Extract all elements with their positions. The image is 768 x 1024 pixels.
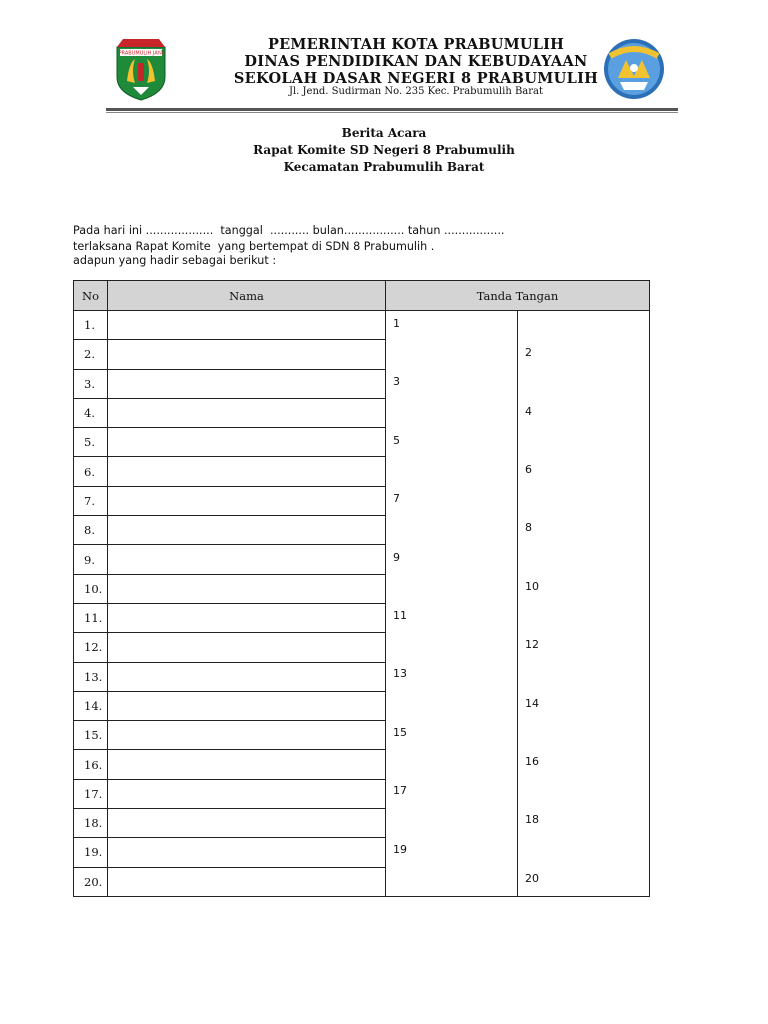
name-field[interactable] [108,750,386,779]
row-number: 16. [74,750,108,779]
name-field[interactable] [108,721,386,750]
signature-number: 7 [393,492,400,506]
name-field[interactable] [108,809,386,838]
signature-number: 1 [393,317,400,330]
header-tanda-tangan: Tanda Tangan [386,281,650,311]
signature-column-right[interactable] [518,311,650,897]
name-field[interactable] [108,516,386,545]
header-line-1: PEMERINTAH KOTA PRABUMULIH [268,36,564,53]
name-field[interactable] [108,457,386,486]
name-field[interactable] [108,398,386,427]
signature-number: 16 [525,755,539,768]
row-number: 7. [74,486,108,515]
tut-wuri-handayani-logo [598,38,670,100]
document-subtitle: Rapat Komite SD Negeri 8 Prabumulih [253,143,515,157]
attendance-table [73,280,650,897]
name-field[interactable] [108,340,386,369]
signature-number: 3 [393,375,400,389]
signature-number: 12 [525,638,539,652]
row-number: 3. [74,369,108,398]
name-field[interactable] [108,691,386,720]
signature-number: 8 [525,521,532,535]
header-line-2: DINAS PENDIDIKAN DAN KEBUDAYAAN [244,53,588,70]
signature-number: 10 [525,579,539,593]
header-rule-thick [106,108,678,111]
signature-column-left[interactable] [386,311,518,897]
row-number: 18. [74,809,108,838]
header-address: Jl. Jend. Sudirman No. 235 Kec. Prabumulih Barat [288,86,544,97]
row-number: 19. [74,838,108,867]
header-rule-thin [106,112,678,113]
row-number: 20. [74,867,108,896]
signature-number: 4 [525,404,532,418]
name-field[interactable] [108,311,386,340]
name-field[interactable] [108,428,386,457]
signature-number: 2 [525,346,532,360]
signature-number: 6 [525,463,532,476]
name-field[interactable] [108,779,386,808]
row-number: 15. [74,721,108,750]
name-field[interactable] [108,867,386,896]
name-field[interactable] [108,603,386,632]
row-number: 4. [74,398,108,427]
signature-number: 15 [393,725,407,739]
header-no: No [74,281,108,311]
signature-number: 13 [393,667,407,681]
row-number: 14. [74,691,108,720]
intro-line-1: Pada hari ini ................... tanggal ........... bulan................. tahun ................. [73,224,505,237]
row-number: 8. [74,516,108,545]
signature-number: 20 [525,871,539,885]
signature-number: 19 [393,842,407,856]
row-number: 2. [74,340,108,369]
row-number: 10. [74,574,108,603]
name-field[interactable] [108,486,386,515]
name-field[interactable] [108,545,386,574]
row-number: 11. [74,603,108,632]
signature-number: 9 [393,550,400,564]
row-number: 6. [74,457,108,486]
intro-line-3: adapun yang hadir sebagai berikut : [73,254,277,267]
table-header-row [74,281,650,311]
table-row [74,311,650,340]
logo-left-text: PRABUMULIH JAYA [118,50,164,57]
document-subtitle-location: Kecamatan Prabumulih Barat [283,160,485,174]
header-nama: Nama [108,281,386,311]
header-line-3: SEKOLAH DASAR NEGERI 8 PRABUMULIH [233,70,599,87]
row-number: 12. [74,633,108,662]
name-field[interactable] [108,574,386,603]
row-number: 13. [74,662,108,691]
signature-number: 14 [525,696,539,710]
signature-number: 5 [393,433,400,447]
signature-number: 17 [393,784,407,798]
name-field[interactable] [108,633,386,662]
intro-line-2: terlaksana Rapat Komite yang bertempat di SDN 8 Prabumulih . [73,240,435,253]
name-field[interactable] [108,662,386,691]
document-title: Berita Acara [341,126,427,140]
name-field[interactable] [108,838,386,867]
name-field[interactable] [108,369,386,398]
row-number: 1. [74,311,108,340]
row-number: 9. [74,545,108,574]
signature-number: 11 [393,609,407,622]
row-number: 5. [74,428,108,457]
signature-number: 18 [525,813,539,827]
row-number: 17. [74,779,108,808]
